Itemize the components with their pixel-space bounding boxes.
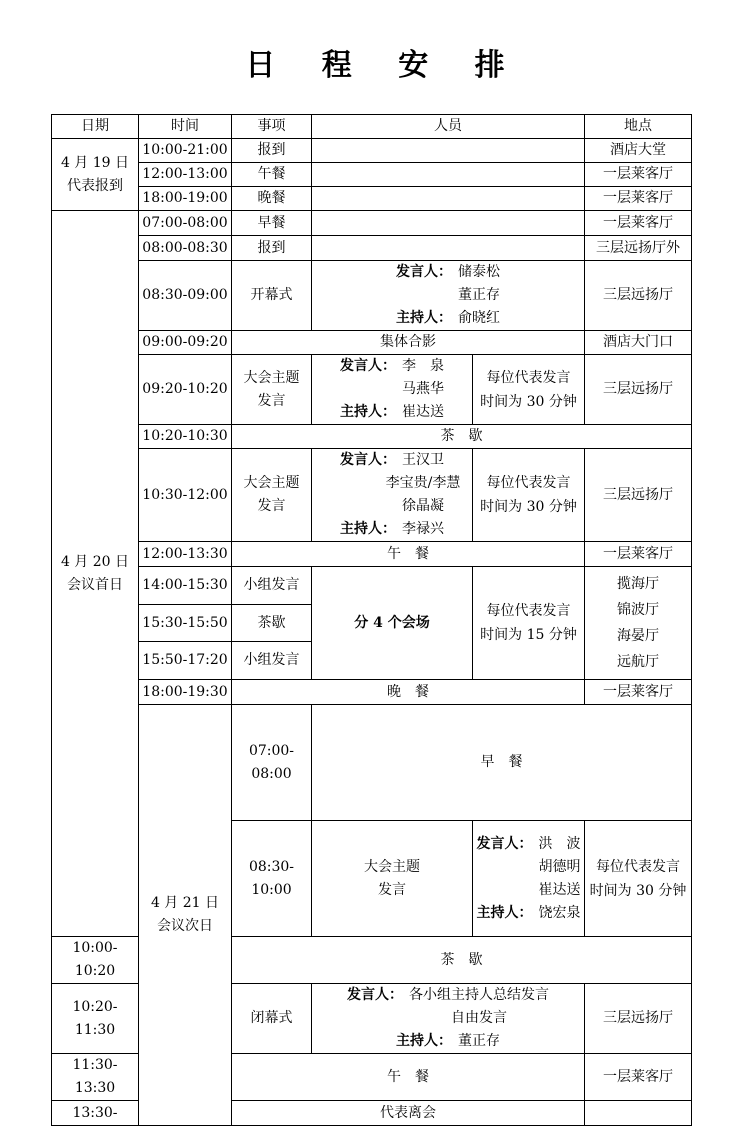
people-cell [312, 261, 585, 331]
people-cell [473, 821, 585, 937]
host-name: 崔达送 [402, 404, 444, 420]
location-cell [585, 567, 692, 680]
time-cell: 14:00-15:30 [139, 567, 232, 605]
table-row [52, 705, 692, 821]
people-cell [312, 984, 585, 1054]
time-cell: 13:30- [52, 1101, 139, 1126]
speaker-name: 储泰松 [458, 264, 500, 280]
people-cell [312, 163, 585, 187]
date-cell-day3: 4 月 21 日 会议次日 [139, 705, 232, 1126]
speaker-label: 发言人： [347, 987, 403, 1003]
speaker-label: 发言人： [396, 264, 452, 280]
location-cell: 三层远扬厅 [585, 261, 692, 331]
item-cell: 开幕式 [232, 261, 312, 331]
page-title: 日 程 安 排 [245, 48, 523, 83]
venues-cell: 分 4 个会场 [312, 567, 473, 680]
item-cell: 茶歇 [232, 605, 312, 642]
host-name: 李禄兴 [402, 521, 444, 537]
host-label: 主持人： [396, 310, 452, 326]
time-cell: 07:00-08:00 [232, 705, 312, 821]
note-cell: 每位代表发言 时间为 15 分钟 [473, 567, 585, 680]
location-cell: 一层莱客厅 [585, 542, 692, 567]
item-cell: 闭幕式 [232, 984, 312, 1054]
item-cell: 小组发言 [232, 567, 312, 605]
header-item: 事项 [232, 115, 312, 139]
host-name: 董正存 [458, 1033, 500, 1049]
people-cell [312, 139, 585, 163]
speaker-name: 崔达送 [538, 881, 581, 898]
table-row [52, 355, 692, 425]
speaker-name: 李 泉 [402, 358, 444, 374]
time-cell: 08:00-08:30 [139, 236, 232, 261]
table-row [52, 331, 692, 355]
break-cell: 茶 歇 [232, 425, 692, 449]
venue-name: 锦波厅 [617, 602, 659, 618]
host-label: 主持人： [340, 404, 396, 420]
header-date: 日期 [52, 115, 139, 139]
host-label: 主持人： [340, 521, 396, 537]
time-cell: 15:50-17:20 [139, 642, 232, 680]
time-cell: 08:30-09:00 [139, 261, 232, 331]
table-row [52, 425, 692, 449]
time-cell: 09:00-09:20 [139, 331, 232, 355]
location-cell [585, 1101, 692, 1126]
speaker-name: 洪 波 [538, 835, 581, 852]
people-cell [312, 355, 473, 425]
time-cell: 10:20-11:30 [52, 984, 139, 1054]
speaker-label: 发言人： [340, 358, 396, 374]
location-cell: 一层莱客厅 [585, 211, 692, 236]
speaker-name: 李宝贵/李慧 [385, 475, 461, 491]
speaker-name: 马燕华 [402, 381, 444, 397]
date-cell-day1: 4 月 19 日 代表报到 [52, 139, 139, 211]
location-cell: 一层莱客厅 [585, 163, 692, 187]
table-row [52, 163, 692, 187]
table-row [52, 211, 692, 236]
speaker-name: 徐晶凝 [402, 498, 444, 514]
item-cell: 小组发言 [232, 642, 312, 680]
date-cell-day2: 4 月 20 日 会议首日 [52, 211, 139, 937]
table-row [52, 680, 692, 705]
header-people: 人员 [312, 115, 585, 139]
item-cell: 午餐 [232, 163, 312, 187]
time-cell: 08:30-10:00 [232, 821, 312, 937]
item-cell: 代表离会 [232, 1101, 585, 1126]
time-cell: 12:00-13:00 [139, 163, 232, 187]
item-cell: 午 餐 [232, 542, 585, 567]
time-cell: 11:30-13:30 [52, 1054, 139, 1101]
location-cell: 三层远扬厅 [585, 449, 692, 542]
break-cell: 茶 歇 [232, 937, 692, 984]
people-cell [312, 449, 473, 542]
table-row [52, 449, 692, 542]
time-cell: 15:30-15:50 [139, 605, 232, 642]
time-cell: 07:00-08:00 [139, 211, 232, 236]
speaker-name: 自由发言 [451, 1010, 507, 1026]
venue-name: 远航厅 [617, 654, 659, 670]
speaker-name: 胡德明 [538, 858, 581, 875]
speaker-name: 王汉卫 [402, 452, 444, 468]
speaker-label: 发言人： [340, 452, 396, 468]
host-label: 主持人： [476, 904, 533, 921]
item-cell: 报到 [232, 139, 312, 163]
item-cell: 午 餐 [232, 1054, 585, 1101]
host-name: 俞晓红 [458, 310, 500, 326]
table-row [52, 236, 692, 261]
speaker-name: 董正存 [458, 287, 500, 303]
item-cell: 晚 餐 [232, 680, 585, 705]
time-cell: 10:00-10:20 [52, 937, 139, 984]
table-row [52, 139, 692, 163]
table-row [52, 187, 692, 211]
host-name: 饶宏泉 [538, 904, 581, 921]
speaker-name: 各小组主持人总结发言 [409, 987, 549, 1003]
location-cell: 一层莱客厅 [585, 680, 692, 705]
table-row [52, 261, 692, 331]
header-location: 地点 [585, 115, 692, 139]
header-row [52, 115, 692, 139]
schedule-table [51, 114, 692, 1126]
note-cell: 每位代表发言 时间为 30 分钟 [473, 449, 585, 542]
speaker-label: 发言人： [476, 835, 533, 852]
time-cell: 09:20-10:20 [139, 355, 232, 425]
time-cell: 18:00-19:00 [139, 187, 232, 211]
people-cell [312, 211, 585, 236]
item-cell: 早 餐 [312, 705, 692, 821]
time-cell: 10:00-21:00 [139, 139, 232, 163]
item-cell: 大会主题 发言 [232, 355, 312, 425]
time-cell: 12:00-13:30 [139, 542, 232, 567]
venue-name: 海晏厅 [617, 628, 659, 644]
location-cell: 三层远扬厅 [585, 355, 692, 425]
table-row [52, 542, 692, 567]
header-time: 时间 [139, 115, 232, 139]
location-cell: 三层远扬厅 [585, 984, 692, 1054]
people-cell [312, 187, 585, 211]
location-cell: 三层远扬厅外 [585, 236, 692, 261]
location-cell: 酒店大堂 [585, 139, 692, 163]
location-cell: 一层莱客厅 [585, 1054, 692, 1101]
item-cell: 大会主题 发言 [232, 449, 312, 542]
time-cell: 18:00-19:30 [139, 680, 232, 705]
item-cell: 晚餐 [232, 187, 312, 211]
item-cell: 大会主题 发言 [312, 821, 473, 937]
item-cell: 早餐 [232, 211, 312, 236]
location-cell: 一层莱客厅 [585, 187, 692, 211]
venue-name: 揽海厅 [617, 576, 659, 592]
time-cell: 10:20-10:30 [139, 425, 232, 449]
host-label: 主持人： [396, 1033, 452, 1049]
note-cell: 每位代表发言 时间为 30 分钟 [585, 821, 692, 937]
item-cell: 报到 [232, 236, 312, 261]
table-row [52, 567, 692, 605]
people-cell [312, 236, 585, 261]
item-cell: 集体合影 [232, 331, 585, 355]
time-cell: 10:30-12:00 [139, 449, 232, 542]
location-cell: 酒店大门口 [585, 331, 692, 355]
note-cell: 每位代表发言 时间为 30 分钟 [473, 355, 585, 425]
